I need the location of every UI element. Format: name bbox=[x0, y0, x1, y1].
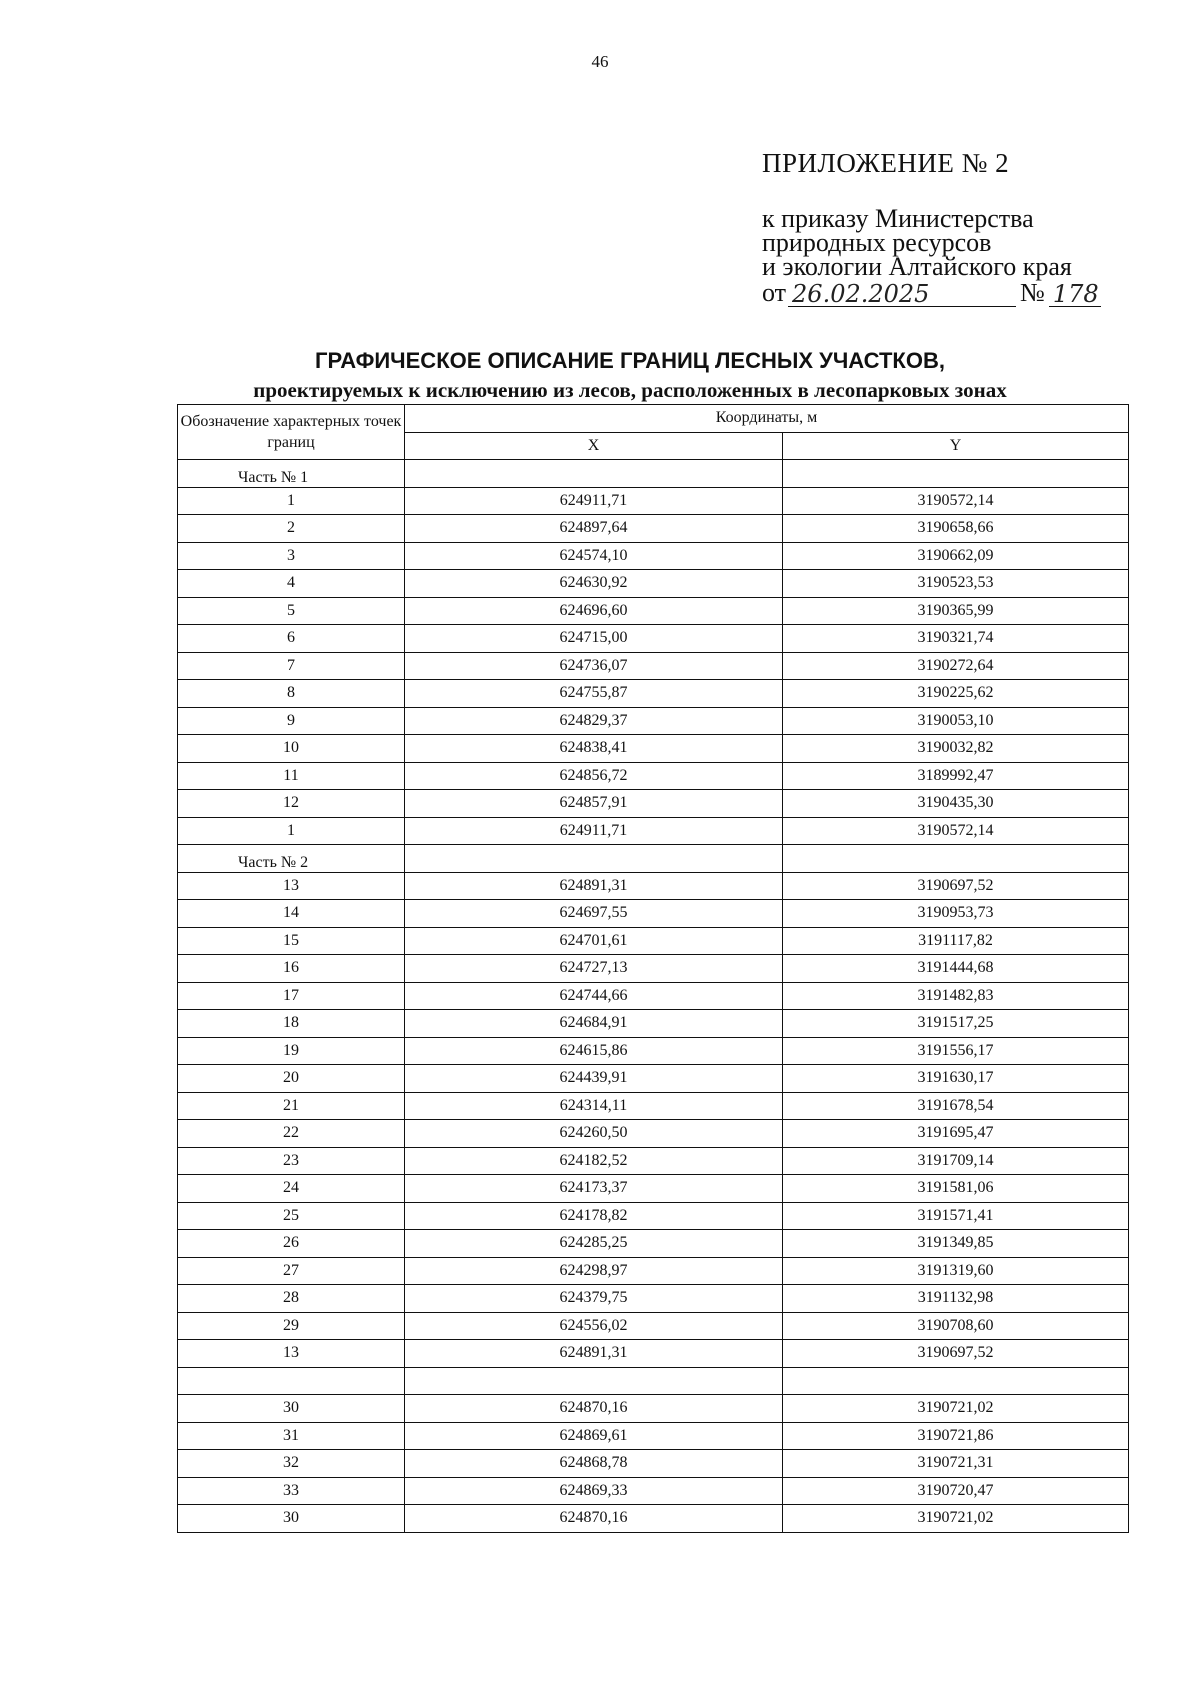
point-number: 8 bbox=[178, 680, 405, 708]
table-row bbox=[178, 570, 1129, 598]
point-number: 22 bbox=[178, 1120, 405, 1148]
x-value: 624856,72 bbox=[405, 762, 783, 790]
table-row bbox=[178, 652, 1129, 680]
appendix-line-3: и экологии Алтайского края bbox=[762, 252, 1072, 281]
x-value: 624736,07 bbox=[405, 652, 783, 680]
appendix-line-1: к приказу Министерства bbox=[762, 204, 1034, 233]
empty-cell bbox=[405, 845, 783, 873]
point-number: 19 bbox=[178, 1037, 405, 1065]
point-number: 4 bbox=[178, 570, 405, 598]
y-value: 3189992,47 bbox=[783, 762, 1129, 790]
point-number: 28 bbox=[178, 1285, 405, 1313]
y-value: 3190697,52 bbox=[783, 1340, 1129, 1368]
section-header-row bbox=[178, 845, 1129, 873]
x-value: 624260,50 bbox=[405, 1120, 783, 1148]
table-row bbox=[178, 515, 1129, 543]
handwritten-date: 26.02.2025 bbox=[788, 282, 1016, 307]
x-value: 624744,66 bbox=[405, 982, 783, 1010]
empty-cell bbox=[405, 460, 783, 488]
x-value: 624870,16 bbox=[405, 1395, 783, 1423]
y-value: 3190720,47 bbox=[783, 1477, 1129, 1505]
header-x: X bbox=[405, 432, 783, 460]
empty-cell bbox=[405, 1367, 783, 1395]
point-number: 1 bbox=[178, 817, 405, 845]
y-value: 3190721,86 bbox=[783, 1422, 1129, 1450]
table-row bbox=[178, 927, 1129, 955]
table-row bbox=[178, 1202, 1129, 1230]
table-row bbox=[178, 1010, 1129, 1038]
table-row bbox=[178, 1285, 1129, 1313]
point-number: 20 bbox=[178, 1065, 405, 1093]
x-value: 624439,91 bbox=[405, 1065, 783, 1093]
y-value: 3190658,66 bbox=[783, 515, 1129, 543]
point-number: 12 bbox=[178, 790, 405, 818]
empty-cell bbox=[783, 460, 1129, 488]
table-row bbox=[178, 597, 1129, 625]
y-value: 3191482,83 bbox=[783, 982, 1129, 1010]
x-value: 624857,91 bbox=[405, 790, 783, 818]
point-number: 29 bbox=[178, 1312, 405, 1340]
section-header-row bbox=[178, 460, 1129, 488]
y-value: 3191319,60 bbox=[783, 1257, 1129, 1285]
point-number: 27 bbox=[178, 1257, 405, 1285]
x-value: 624869,61 bbox=[405, 1422, 783, 1450]
table-row bbox=[178, 955, 1129, 983]
point-number: 13 bbox=[178, 872, 405, 900]
table-row bbox=[178, 487, 1129, 515]
document-title: ГРАФИЧЕСКОЕ ОПИСАНИЕ ГРАНИЦ ЛЕСНЫХ УЧАСТКОВ, bbox=[315, 348, 945, 373]
point-number: 30 bbox=[178, 1505, 405, 1533]
table-row bbox=[178, 817, 1129, 845]
x-value: 624911,71 bbox=[405, 487, 783, 515]
table-row bbox=[178, 735, 1129, 763]
y-value: 3190572,14 bbox=[783, 817, 1129, 845]
point-number: 31 bbox=[178, 1422, 405, 1450]
y-value: 3190708,60 bbox=[783, 1312, 1129, 1340]
appendix-block bbox=[762, 148, 1102, 307]
x-value: 624870,16 bbox=[405, 1505, 783, 1533]
date-prefix: от bbox=[762, 278, 787, 307]
table-row bbox=[178, 1257, 1129, 1285]
point-number: 23 bbox=[178, 1147, 405, 1175]
y-value: 3190032,82 bbox=[783, 735, 1129, 763]
point-number: 33 bbox=[178, 1477, 405, 1505]
x-value: 624868,78 bbox=[405, 1450, 783, 1478]
section-label: Часть № 2 bbox=[178, 845, 405, 873]
table-row bbox=[178, 1175, 1129, 1203]
table-row bbox=[178, 1505, 1129, 1533]
point-number: 5 bbox=[178, 597, 405, 625]
point-number: 9 bbox=[178, 707, 405, 735]
point-number: 21 bbox=[178, 1092, 405, 1120]
y-value: 3191349,85 bbox=[783, 1230, 1129, 1258]
table-row bbox=[178, 1422, 1129, 1450]
table-row bbox=[178, 1065, 1129, 1093]
table-row bbox=[178, 1037, 1129, 1065]
y-value: 3190435,30 bbox=[783, 790, 1129, 818]
x-value: 624556,02 bbox=[405, 1312, 783, 1340]
x-value: 624684,91 bbox=[405, 1010, 783, 1038]
appendix-line-2: природных ресурсов bbox=[762, 228, 992, 257]
point-number: 11 bbox=[178, 762, 405, 790]
x-value: 624178,82 bbox=[405, 1202, 783, 1230]
y-value: 3190225,62 bbox=[783, 680, 1129, 708]
table-row bbox=[178, 900, 1129, 928]
header-points: Обозначение характерных точек границ bbox=[178, 405, 405, 460]
point-number: 3 bbox=[178, 542, 405, 570]
point-number: 7 bbox=[178, 652, 405, 680]
x-value: 624173,37 bbox=[405, 1175, 783, 1203]
y-value: 3190053,10 bbox=[783, 707, 1129, 735]
point-number: 25 bbox=[178, 1202, 405, 1230]
header-y: Y bbox=[783, 432, 1129, 460]
document-subtitle: проектируемых к исключению из лесов, расположенных в лесопарковых зонах bbox=[253, 378, 1007, 402]
y-value: 3190953,73 bbox=[783, 900, 1129, 928]
y-value: 3191695,47 bbox=[783, 1120, 1129, 1148]
x-value: 624615,86 bbox=[405, 1037, 783, 1065]
page-number: 46 bbox=[591, 52, 609, 71]
y-value: 3191678,54 bbox=[783, 1092, 1129, 1120]
table-row bbox=[178, 625, 1129, 653]
x-value: 624897,64 bbox=[405, 515, 783, 543]
y-value: 3191117,82 bbox=[783, 927, 1129, 955]
x-value: 624630,92 bbox=[405, 570, 783, 598]
table-row bbox=[178, 680, 1129, 708]
x-value: 624755,87 bbox=[405, 680, 783, 708]
section-label bbox=[178, 1367, 405, 1395]
x-value: 624727,13 bbox=[405, 955, 783, 983]
table-row bbox=[178, 1312, 1129, 1340]
y-value: 3191709,14 bbox=[783, 1147, 1129, 1175]
table-row bbox=[178, 1450, 1129, 1478]
point-number: 24 bbox=[178, 1175, 405, 1203]
y-value: 3191444,68 bbox=[783, 955, 1129, 983]
table-row bbox=[178, 1120, 1129, 1148]
x-value: 624869,33 bbox=[405, 1477, 783, 1505]
y-value: 3191132,98 bbox=[783, 1285, 1129, 1313]
y-value: 3190697,52 bbox=[783, 872, 1129, 900]
point-number: 6 bbox=[178, 625, 405, 653]
handwritten-number: 178 bbox=[1049, 282, 1101, 307]
section-header-row bbox=[178, 1367, 1129, 1395]
y-value: 3190721,02 bbox=[783, 1395, 1129, 1423]
x-value: 624182,52 bbox=[405, 1147, 783, 1175]
number-prefix: № bbox=[1020, 278, 1045, 307]
x-value: 624701,61 bbox=[405, 927, 783, 955]
y-value: 3190721,31 bbox=[783, 1450, 1129, 1478]
point-number: 2 bbox=[178, 515, 405, 543]
point-number: 1 bbox=[178, 487, 405, 515]
y-value: 3190272,64 bbox=[783, 652, 1129, 680]
x-value: 624314,11 bbox=[405, 1092, 783, 1120]
table-row bbox=[178, 1230, 1129, 1258]
point-number: 15 bbox=[178, 927, 405, 955]
x-value: 624285,25 bbox=[405, 1230, 783, 1258]
x-value: 624697,55 bbox=[405, 900, 783, 928]
y-value: 3190721,02 bbox=[783, 1505, 1129, 1533]
y-value: 3190662,09 bbox=[783, 542, 1129, 570]
point-number: 32 bbox=[178, 1450, 405, 1478]
order-date-number-line bbox=[762, 279, 1102, 307]
point-number: 10 bbox=[178, 735, 405, 763]
x-value: 624829,37 bbox=[405, 707, 783, 735]
x-value: 624891,31 bbox=[405, 872, 783, 900]
y-value: 3191581,06 bbox=[783, 1175, 1129, 1203]
y-value: 3190365,99 bbox=[783, 597, 1129, 625]
coordinates-table bbox=[177, 404, 1129, 1533]
table-row bbox=[178, 762, 1129, 790]
x-value: 624715,00 bbox=[405, 625, 783, 653]
appendix-title: ПРИЛОЖЕНИЕ № 2 bbox=[762, 148, 1010, 178]
y-value: 3190321,74 bbox=[783, 625, 1129, 653]
x-value: 624911,71 bbox=[405, 817, 783, 845]
table-row bbox=[178, 1092, 1129, 1120]
x-value: 624574,10 bbox=[405, 542, 783, 570]
table-row bbox=[178, 982, 1129, 1010]
x-value: 624298,97 bbox=[405, 1257, 783, 1285]
y-value: 3191556,17 bbox=[783, 1037, 1129, 1065]
point-number: 14 bbox=[178, 900, 405, 928]
point-number: 16 bbox=[178, 955, 405, 983]
y-value: 3191630,17 bbox=[783, 1065, 1129, 1093]
table-row bbox=[178, 1477, 1129, 1505]
empty-cell bbox=[783, 1367, 1129, 1395]
empty-cell bbox=[783, 845, 1129, 873]
table-row bbox=[178, 707, 1129, 735]
table-body bbox=[178, 460, 1129, 1533]
point-number: 17 bbox=[178, 982, 405, 1010]
point-number: 26 bbox=[178, 1230, 405, 1258]
point-number: 18 bbox=[178, 1010, 405, 1038]
table-row bbox=[178, 542, 1129, 570]
x-value: 624696,60 bbox=[405, 597, 783, 625]
x-value: 624379,75 bbox=[405, 1285, 783, 1313]
table-row bbox=[178, 872, 1129, 900]
point-number: 13 bbox=[178, 1340, 405, 1368]
x-value: 624838,41 bbox=[405, 735, 783, 763]
y-value: 3191517,25 bbox=[783, 1010, 1129, 1038]
table-row bbox=[178, 1147, 1129, 1175]
y-value: 3190572,14 bbox=[783, 487, 1129, 515]
table-row bbox=[178, 1395, 1129, 1423]
y-value: 3191571,41 bbox=[783, 1202, 1129, 1230]
x-value: 624891,31 bbox=[405, 1340, 783, 1368]
table-row bbox=[178, 790, 1129, 818]
point-number: 30 bbox=[178, 1395, 405, 1423]
section-label: Часть № 1 bbox=[178, 460, 405, 488]
table-row bbox=[178, 1340, 1129, 1368]
header-coordinates: Координаты, м bbox=[405, 405, 1129, 433]
y-value: 3190523,53 bbox=[783, 570, 1129, 598]
